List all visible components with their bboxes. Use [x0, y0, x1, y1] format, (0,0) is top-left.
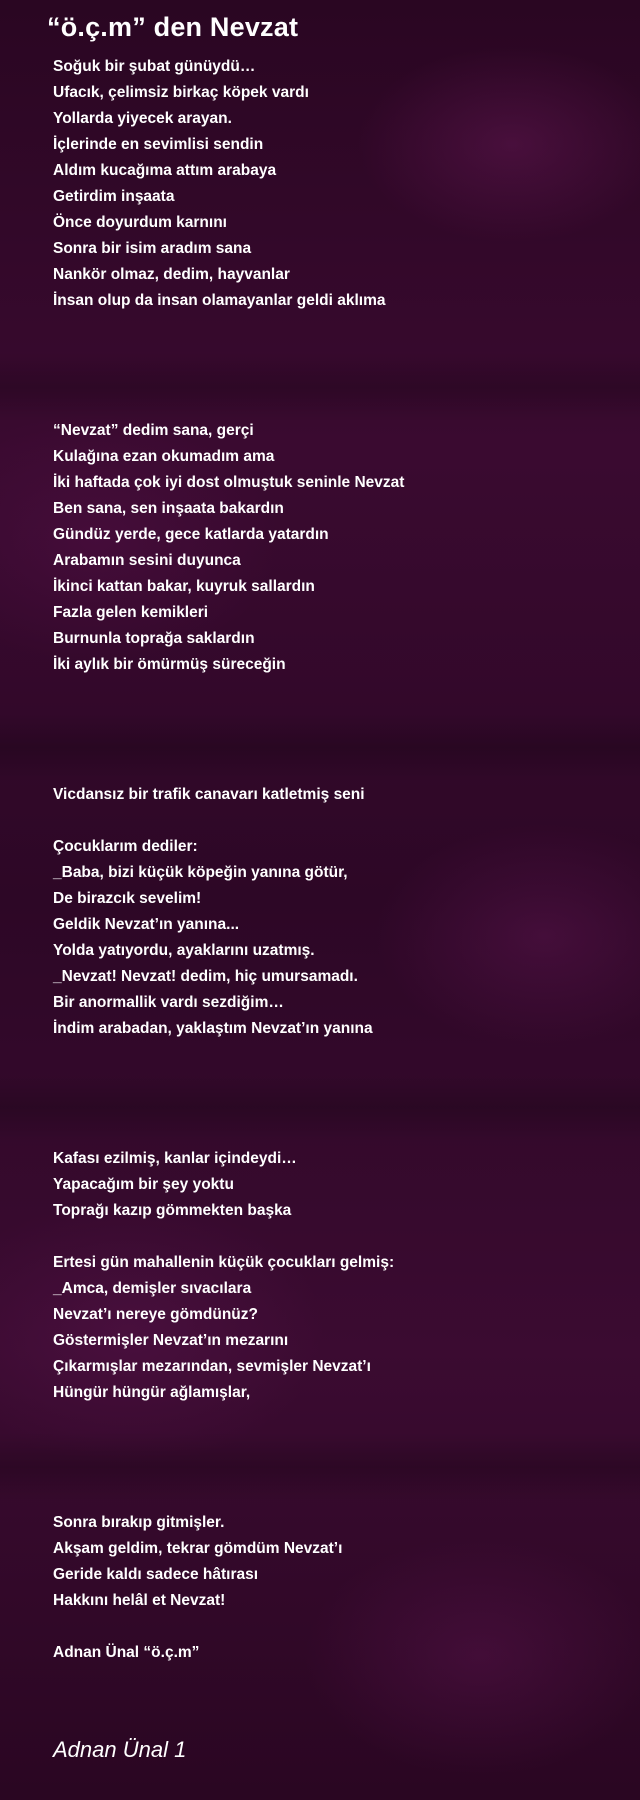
poem-line: Akşam geldim, tekrar gömdüm Nevzat’ı: [53, 1540, 343, 1557]
poem-line: Çocuklarım dediler:: [53, 838, 198, 855]
poem-line: İndim arabadan, yaklaştım Nevzat’ın yanına: [53, 1020, 373, 1037]
poem-line: Kulağına ezan okumadım ama: [53, 448, 275, 465]
poem-line: Fazla gelen kemikleri: [53, 604, 209, 621]
poem-line: Geride kaldı sadece hâtırası: [53, 1566, 259, 1583]
poem-line: “Nevzat” dedim sana, gerçi: [53, 422, 254, 439]
poem-title: “ö.ç.m” den Nevzat: [47, 12, 299, 42]
poem-line: Ufacık, çelimsiz birkaç köpek vardı: [53, 84, 309, 101]
poem-line: Arabamın sesini duyunca: [53, 552, 241, 569]
blank-line: [53, 808, 613, 834]
stanza-gap: [53, 1406, 613, 1510]
blank-line: [53, 1224, 613, 1250]
stanza: [53, 418, 613, 678]
blank-line: [53, 1614, 613, 1640]
poem-line: İnsan olup da insan olamayanlar geldi aklıma: [53, 292, 386, 309]
poem-line: Yolda yatıyordu, ayaklarını uzatmış.: [53, 942, 315, 959]
stanza-gap: [53, 678, 613, 782]
poem-line: Sonra bir isim aradım sana: [53, 240, 252, 257]
poem-line: Aldım kucağıma attım arabaya: [53, 162, 277, 179]
poem-line: İçlerinde en sevimlisi sendin: [53, 136, 264, 153]
poem-line: Nevzat’ı nereye gömdünüz?: [53, 1306, 258, 1323]
poem-line: İki haftada çok iyi dost olmuştuk seninle Nevzat: [53, 474, 405, 491]
poem-line: Hüngür hüngür ağlamışlar,: [53, 1384, 251, 1401]
poem-line: Önce doyurdum karnını: [53, 214, 227, 231]
poem-line: Ertesi gün mahallenin küçük çocukları gelmiş:: [53, 1254, 395, 1271]
poem-line: Bir anormallik vardı sezdiğim…: [53, 994, 284, 1011]
poem-line: Çıkarmışlar mezarından, sevmişler Nevzat’ı: [53, 1358, 371, 1375]
poem-line: Hakkını helâl et Nevzat!: [53, 1592, 226, 1609]
poem-line: Kafası ezilmiş, kanlar içindeydi…: [53, 1150, 297, 1167]
poem-line: Vicdansız bir trafik canavarı katletmiş seni: [53, 786, 365, 803]
poem-line: De birazcık sevelim!: [53, 890, 202, 907]
poem-line: Sonra bırakıp gitmişler.: [53, 1514, 225, 1531]
poem-line: Getirdim inşaata: [53, 188, 175, 205]
poem-line: Burnunla toprağa saklardın: [53, 630, 255, 647]
poem-line: Gündüz yerde, gece katlarda yatardın: [53, 526, 329, 543]
stanza: [53, 782, 613, 1042]
stanza-gap: [53, 1042, 613, 1146]
poem-line: _Nevzat! Nevzat! dedim, hiç umursamadı.: [53, 968, 358, 985]
stanza: [53, 54, 613, 314]
stanza: [53, 1146, 613, 1406]
poem-line: Göstermişler Nevzat’ın mezarını: [53, 1332, 289, 1349]
poem-line: Toprağı kazıp gömmekten başka: [53, 1202, 292, 1219]
poem-line: _Amca, demişler sıvacılara: [53, 1280, 252, 1297]
stanza: [53, 1510, 613, 1666]
poem-author: Adnan Ünal 1: [53, 1737, 187, 1762]
poem-line: Ben sana, sen inşaata bakardın: [53, 500, 284, 517]
poem-line: _Baba, bizi küçük köpeğin yanına götür,: [53, 864, 348, 881]
poem-line: Yapacağım bir şey yoktu: [53, 1176, 234, 1193]
poem-line: Nankör olmaz, dedim, hayvanlar: [53, 266, 290, 283]
poem-line: Yollarda yiyecek arayan.: [53, 110, 232, 127]
poem-line: Geldik Nevzat’ın yanına...: [53, 916, 240, 933]
poem-body: [53, 54, 613, 1666]
poem-line: İkinci kattan bakar, kuyruk sallardın: [53, 578, 315, 595]
poem-line: İki aylık bir ömürmüş süreceğin: [53, 656, 286, 673]
poem-line: Adnan Ünal “ö.ç.m”: [53, 1644, 200, 1661]
stanza-gap: [53, 314, 613, 418]
poem-line: Soğuk bir şubat günüydü…: [53, 58, 256, 75]
